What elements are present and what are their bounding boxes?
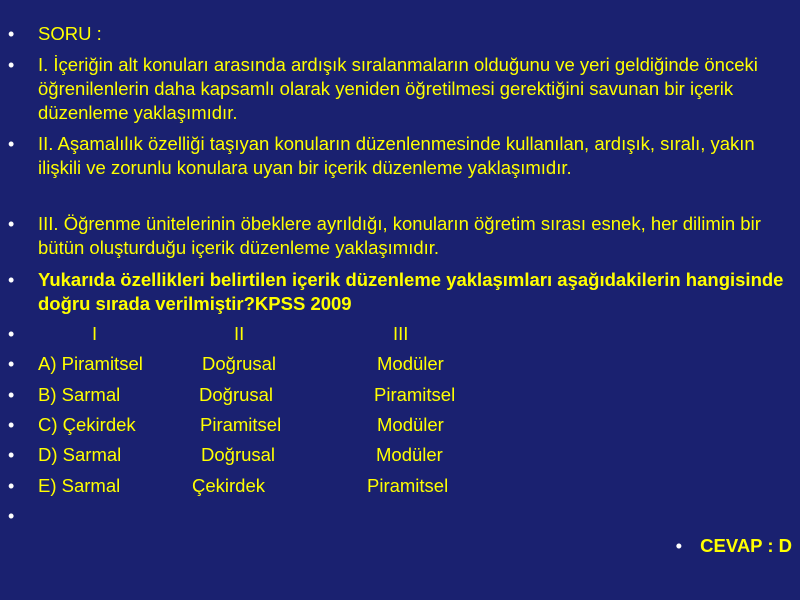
bullet: •	[8, 24, 15, 44]
answer-text: CEVAP : D	[700, 535, 792, 556]
option-e-col2: Çekirdek	[192, 475, 265, 496]
option-d-row	[0, 443, 800, 467]
option-a-col3: Modüler	[377, 353, 444, 374]
option-b-row	[0, 383, 800, 407]
bullet: •	[8, 134, 15, 154]
bullet: •	[8, 506, 15, 526]
bullet: •	[8, 270, 15, 290]
statement-3: III. Öğrenme ünitelerinin öbeklere ayrıldığı, konuların öğretim sırası esnek, her dilimin bir bütün oluşturduğu içerik düzenleme yaklaşımıdır.	[38, 213, 761, 258]
option-b-col2: Doğrusal	[199, 384, 274, 405]
statement-1: I. İçeriğin alt konuları arasında ardışık sıralanmaların olduğunu ve yeri geldiğinde önceki öğrenilenlerin daha kapsamlı olarak yeniden öğretilmesi gerektiğini savunan bir içerik düzenleme yaklaşımıdır.	[38, 54, 758, 123]
statement-2: II. Aşamalılık özelliği taşıyan konuların düzenlenmesinde kullanılan, ardışık, sıralı, yakın ilişkili ve zorunlu konulara uyan bir içerik düzenleme yaklaşımıdır.	[38, 133, 755, 178]
bullet: •	[8, 214, 15, 234]
bullet: •	[8, 324, 15, 344]
option-a-row	[0, 352, 800, 376]
bullet: •	[8, 55, 15, 75]
option-d-col2: Doğrusal	[201, 444, 276, 465]
option-b-label: B) Sarmal	[38, 384, 121, 405]
option-e-label: E) Sarmal	[38, 475, 121, 496]
empty-bullet-row	[0, 504, 800, 528]
bullet: •	[8, 445, 15, 465]
option-e-row	[0, 474, 800, 498]
option-d-col3: Modüler	[376, 444, 443, 465]
answer-row	[676, 534, 792, 558]
option-c-col2: Piramitsel	[200, 414, 282, 435]
option-e-col3: Piramitsel	[367, 475, 449, 496]
soru-label: SORU :	[38, 23, 102, 44]
option-a-col2: Doğrusal	[202, 353, 277, 374]
option-c-label: C) Çekirdek	[38, 414, 136, 435]
column-headers-row	[0, 322, 800, 346]
bullet: •	[8, 385, 15, 405]
option-b-col3: Piramitsel	[374, 384, 456, 405]
column-header-1: I	[92, 323, 98, 344]
option-c-row	[0, 413, 800, 437]
bullet: •	[8, 476, 15, 496]
option-d-label: D) Sarmal	[38, 444, 122, 465]
bullet: •	[8, 354, 15, 374]
bullet: •	[675, 535, 683, 556]
question-text: Yukarıda özellikleri belirtilen içerik düzenleme yaklaşımları aşağıdakilerin hangisinde doğru sırada verilmiştir?KPSS 2009	[38, 269, 784, 314]
column-header-3: III	[393, 323, 409, 344]
column-header-2: II	[234, 323, 245, 344]
option-c-col3: Modüler	[377, 414, 444, 435]
option-a-label: A) Piramitsel	[38, 353, 143, 374]
bullet: •	[8, 415, 15, 435]
